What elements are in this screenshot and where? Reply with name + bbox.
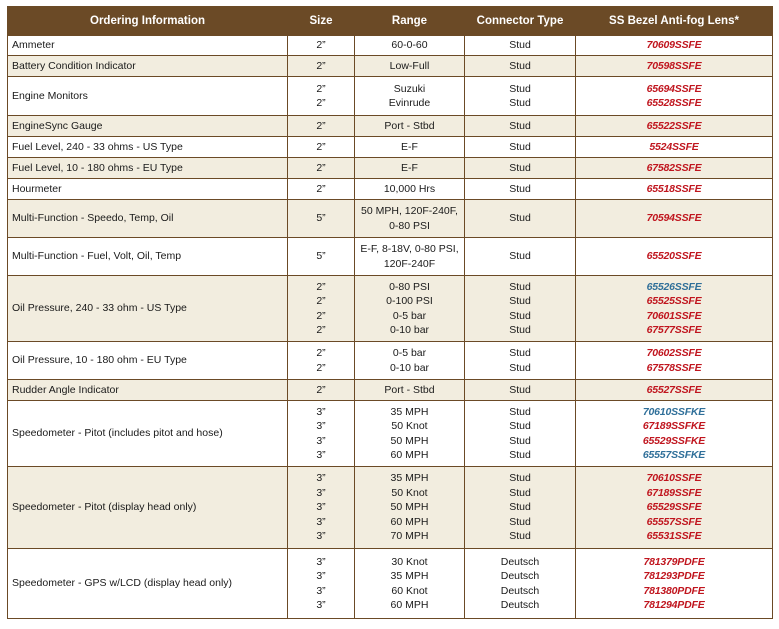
part-number-cell xyxy=(576,380,773,401)
product-name-cell: Fuel Level, 240 - 33 ohms - US Type xyxy=(8,137,288,158)
connector-cell xyxy=(465,380,576,401)
range-value: 120F-240F xyxy=(383,257,436,270)
table-row xyxy=(8,137,773,158)
header-size: Size xyxy=(288,7,355,36)
size-cell xyxy=(288,179,355,200)
range-value: 0-100 PSI xyxy=(386,295,433,307)
range-value: 70 MPH xyxy=(390,530,429,543)
connector-value: Stud xyxy=(509,182,531,195)
range-value: Suzuki xyxy=(393,82,426,95)
part-number-link[interactable]: 67577SSFE xyxy=(646,324,702,336)
range-value: 0-10 bar xyxy=(389,361,430,374)
connector-cell xyxy=(465,116,576,137)
size-value: 2” xyxy=(316,119,326,132)
size-cell xyxy=(288,116,355,137)
product-name-cell: Oil Pressure, 240 - 33 ohm - US Type xyxy=(8,276,288,342)
range-cell xyxy=(355,200,465,238)
table-row xyxy=(8,116,773,137)
connector-cell xyxy=(465,77,576,116)
connector-value: Stud xyxy=(509,383,531,396)
part-number-link[interactable]: 781380PDFE xyxy=(643,584,705,597)
table-body xyxy=(8,36,773,619)
size-value: 3” xyxy=(316,434,326,447)
part-number-link[interactable]: 65557SSFKE xyxy=(642,449,706,461)
part-number-link[interactable]: 70602SSFE xyxy=(646,347,702,359)
size-value: 3” xyxy=(316,515,326,528)
connector-cell xyxy=(465,56,576,77)
part-number-link[interactable]: 67189SSFE xyxy=(646,486,702,499)
header-connector-type: Connector Type xyxy=(465,7,576,36)
table-row xyxy=(8,401,773,467)
part-number-link[interactable]: 65522SSFE xyxy=(646,119,702,132)
part-number-link[interactable]: 67189SSFKE xyxy=(642,420,706,432)
ordering-table xyxy=(7,6,773,619)
product-name-cell: Hourmeter xyxy=(8,179,288,200)
part-number-link[interactable]: 70601SSFE xyxy=(646,309,702,322)
range-value: 0-10 bar xyxy=(389,324,430,336)
part-number-cell xyxy=(576,36,773,56)
part-number-link[interactable]: 781293PDFE xyxy=(643,570,705,582)
connector-cell xyxy=(465,401,576,467)
product-name-cell: Rudder Angle Indicator xyxy=(8,380,288,401)
part-number-link[interactable]: 781294PDFE xyxy=(643,599,705,611)
connector-cell xyxy=(465,238,576,276)
table-row xyxy=(8,56,773,77)
size-value: 2” xyxy=(316,361,326,374)
range-cell xyxy=(355,36,465,56)
part-number-link[interactable]: 65557SSFE xyxy=(646,515,702,528)
part-number-link[interactable]: 65518SSFE xyxy=(646,182,702,195)
connector-value: Stud xyxy=(509,250,531,263)
range-value: 35 MPH xyxy=(390,472,429,485)
connector-cell xyxy=(465,549,576,619)
table-row xyxy=(8,380,773,401)
connector-value: Stud xyxy=(509,405,531,418)
size-value: 2” xyxy=(316,324,326,336)
part-number-link[interactable]: 65529SSFE xyxy=(646,501,702,514)
product-name-cell: Ammeter xyxy=(8,36,288,56)
size-value: 5” xyxy=(316,212,326,225)
connector-value: Stud xyxy=(509,420,531,432)
product-name-cell: Engine Monitors xyxy=(8,77,288,116)
connector-value: Stud xyxy=(509,324,531,336)
part-number-link[interactable]: 70609SSFE xyxy=(646,39,702,52)
part-number-link[interactable]: 70610SSFKE xyxy=(642,405,706,418)
range-value: 50 MPH, 120F-240F, xyxy=(361,205,458,217)
connector-value: Stud xyxy=(509,472,531,485)
product-name-cell: Speedometer - Pitot (display head only) xyxy=(8,467,288,549)
range-value: E-F xyxy=(401,140,418,153)
size-value: 2” xyxy=(316,39,326,52)
connector-value: Stud xyxy=(509,309,531,322)
connector-cell xyxy=(465,36,576,56)
header-part-number: SS Bezel Anti-fog Lens* xyxy=(576,7,773,36)
range-value: 0-80 PSI xyxy=(389,219,430,232)
size-cell xyxy=(288,276,355,342)
connector-value: Stud xyxy=(509,515,531,528)
size-value: 3” xyxy=(316,599,326,611)
part-number-link[interactable]: 70594SSFE xyxy=(646,212,702,225)
size-cell xyxy=(288,36,355,56)
table-row xyxy=(8,238,773,276)
connector-cell xyxy=(465,158,576,179)
connector-value: Stud xyxy=(509,361,531,374)
part-number-link[interactable]: 65528SSFE xyxy=(646,97,702,109)
connector-value: Stud xyxy=(509,347,531,359)
part-number-link[interactable]: 70598SSFE xyxy=(646,59,702,72)
size-value: 2” xyxy=(316,82,326,95)
connector-value: Stud xyxy=(509,530,531,543)
table-row xyxy=(8,179,773,200)
size-cell xyxy=(288,380,355,401)
table-row xyxy=(8,77,773,116)
range-value: 50 MPH xyxy=(390,501,429,514)
size-value: 2” xyxy=(316,140,326,153)
range-value: Evinrude xyxy=(388,97,431,109)
table-row xyxy=(8,276,773,342)
part-number-link[interactable]: 65526SSFE xyxy=(646,280,702,293)
product-name-cell: Speedometer - GPS w/LCD (display head only) xyxy=(8,549,288,619)
size-value: 3” xyxy=(316,449,326,461)
connector-value: Stud xyxy=(509,434,531,447)
range-cell xyxy=(355,467,465,549)
size-cell xyxy=(288,158,355,179)
size-cell xyxy=(288,137,355,158)
connector-value: Stud xyxy=(509,82,531,95)
part-number-link[interactable]: 65525SSFE xyxy=(646,295,702,307)
range-value: 50 MPH xyxy=(390,434,429,447)
range-cell xyxy=(355,276,465,342)
connector-value: Stud xyxy=(509,501,531,514)
part-number-cell xyxy=(576,116,773,137)
connector-cell xyxy=(465,467,576,549)
range-cell xyxy=(355,116,465,137)
part-number-link[interactable]: 65520SSFE xyxy=(646,250,702,263)
range-value: Low-Full xyxy=(389,59,430,72)
product-name-cell: Battery Condition Indicator xyxy=(8,56,288,77)
range-cell xyxy=(355,137,465,158)
size-cell xyxy=(288,467,355,549)
range-value: 0-5 bar xyxy=(392,309,427,322)
header-range: Range xyxy=(355,7,465,36)
range-value: Port - Stbd xyxy=(384,383,435,396)
range-value: 0-80 PSI xyxy=(389,280,430,293)
part-number-link[interactable]: 67582SSFE xyxy=(646,161,702,174)
table-row xyxy=(8,200,773,238)
range-cell xyxy=(355,401,465,467)
connector-value: Stud xyxy=(509,449,531,461)
part-number-cell xyxy=(576,276,773,342)
size-cell xyxy=(288,200,355,238)
size-value: 3” xyxy=(316,570,326,582)
product-name-cell: Speedometer - Pitot (includes pitot and hose) xyxy=(8,401,288,467)
connector-value: Deutsch xyxy=(500,570,540,582)
part-number-cell xyxy=(576,342,773,380)
part-number-link[interactable]: 67578SSFE xyxy=(646,361,702,374)
product-name-cell: Multi-Function - Fuel, Volt, Oil, Temp xyxy=(8,238,288,276)
table-row xyxy=(8,36,773,56)
part-number-link[interactable]: 781379PDFE xyxy=(643,555,705,568)
range-value: 10,000 Hrs xyxy=(383,182,436,195)
range-value: E-F, 8-18V, 0-80 PSI, xyxy=(360,243,459,255)
range-value: 0-5 bar xyxy=(392,347,427,359)
header-ordering-information: Ordering Information xyxy=(8,7,288,36)
size-value: 2” xyxy=(316,59,326,72)
range-cell xyxy=(355,342,465,380)
size-value: 3” xyxy=(316,486,326,499)
part-number-link[interactable]: 65527SSFE xyxy=(646,383,702,396)
part-number-link[interactable]: 5524SSFE xyxy=(649,140,699,153)
connector-value: Deutsch xyxy=(500,555,540,568)
connector-cell xyxy=(465,200,576,238)
part-number-cell xyxy=(576,401,773,467)
range-cell xyxy=(355,238,465,276)
size-value: 3” xyxy=(316,530,326,543)
range-cell xyxy=(355,380,465,401)
size-cell xyxy=(288,342,355,380)
part-number-cell xyxy=(576,56,773,77)
size-cell xyxy=(288,549,355,619)
range-cell xyxy=(355,77,465,116)
range-value: 60 MPH xyxy=(390,515,429,528)
product-name-cell: Multi-Function - Speedo, Temp, Oil xyxy=(8,200,288,238)
part-number-cell xyxy=(576,200,773,238)
range-cell xyxy=(355,158,465,179)
range-value: 60-0-60 xyxy=(391,39,428,52)
product-name-cell: Fuel Level, 10 - 180 ohms - EU Type xyxy=(8,158,288,179)
connector-value: Stud xyxy=(509,59,531,72)
size-value: 2” xyxy=(316,309,326,322)
range-value: 60 MPH xyxy=(390,599,429,611)
range-value: 50 Knot xyxy=(391,420,428,432)
range-cell xyxy=(355,56,465,77)
range-value: 50 Knot xyxy=(391,486,428,499)
connector-value: Stud xyxy=(509,486,531,499)
table-row xyxy=(8,549,773,619)
range-value: 60 Knot xyxy=(391,584,428,597)
size-value: 2” xyxy=(316,161,326,174)
size-value: 2” xyxy=(316,280,326,293)
part-number-cell xyxy=(576,158,773,179)
size-value: 3” xyxy=(316,555,326,568)
part-number-link[interactable]: 70610SSFE xyxy=(646,472,702,485)
size-value: 2” xyxy=(316,182,326,195)
part-number-link[interactable]: 65694SSFE xyxy=(646,82,702,95)
connector-cell xyxy=(465,276,576,342)
connector-cell xyxy=(465,137,576,158)
size-cell xyxy=(288,77,355,116)
part-number-cell xyxy=(576,549,773,619)
part-number-link[interactable]: 65531SSFE xyxy=(646,530,702,543)
table-row xyxy=(8,467,773,549)
connector-cell xyxy=(465,342,576,380)
part-number-cell xyxy=(576,179,773,200)
part-number-cell xyxy=(576,238,773,276)
header-row xyxy=(8,7,773,36)
size-value: 5” xyxy=(316,250,326,263)
size-value: 3” xyxy=(316,420,326,432)
connector-value: Stud xyxy=(509,39,531,52)
size-cell xyxy=(288,238,355,276)
size-value: 2” xyxy=(316,97,326,109)
table-row xyxy=(8,158,773,179)
connector-value: Stud xyxy=(509,140,531,153)
size-value: 3” xyxy=(316,501,326,514)
range-cell xyxy=(355,179,465,200)
table-row xyxy=(8,342,773,380)
size-cell xyxy=(288,56,355,77)
size-value: 2” xyxy=(316,347,326,359)
range-value: E-F xyxy=(401,161,418,174)
range-value: 35 MPH xyxy=(390,570,429,582)
range-value: 30 Knot xyxy=(391,555,428,568)
size-value: 2” xyxy=(316,295,326,307)
range-value: 60 MPH xyxy=(390,449,429,461)
connector-value: Stud xyxy=(509,295,531,307)
part-number-cell xyxy=(576,137,773,158)
part-number-cell xyxy=(576,467,773,549)
part-number-cell xyxy=(576,77,773,116)
size-value: 3” xyxy=(316,472,326,485)
connector-value: Deutsch xyxy=(500,584,540,597)
connector-value: Stud xyxy=(509,119,531,132)
size-value: 3” xyxy=(316,405,326,418)
connector-value: Stud xyxy=(509,97,531,109)
product-name-cell: EngineSync Gauge xyxy=(8,116,288,137)
part-number-link[interactable]: 65529SSFKE xyxy=(642,434,706,447)
connector-value: Stud xyxy=(509,212,531,225)
connector-value: Deutsch xyxy=(500,599,540,611)
connector-value: Stud xyxy=(509,280,531,293)
range-value: Port - Stbd xyxy=(384,119,435,132)
size-value: 3” xyxy=(316,584,326,597)
size-cell xyxy=(288,401,355,467)
connector-cell xyxy=(465,179,576,200)
size-value: 2” xyxy=(316,383,326,396)
range-value: 35 MPH xyxy=(390,405,429,418)
connector-value: Stud xyxy=(509,161,531,174)
range-cell xyxy=(355,549,465,619)
product-name-cell: Oil Pressure, 10 - 180 ohm - EU Type xyxy=(8,342,288,380)
